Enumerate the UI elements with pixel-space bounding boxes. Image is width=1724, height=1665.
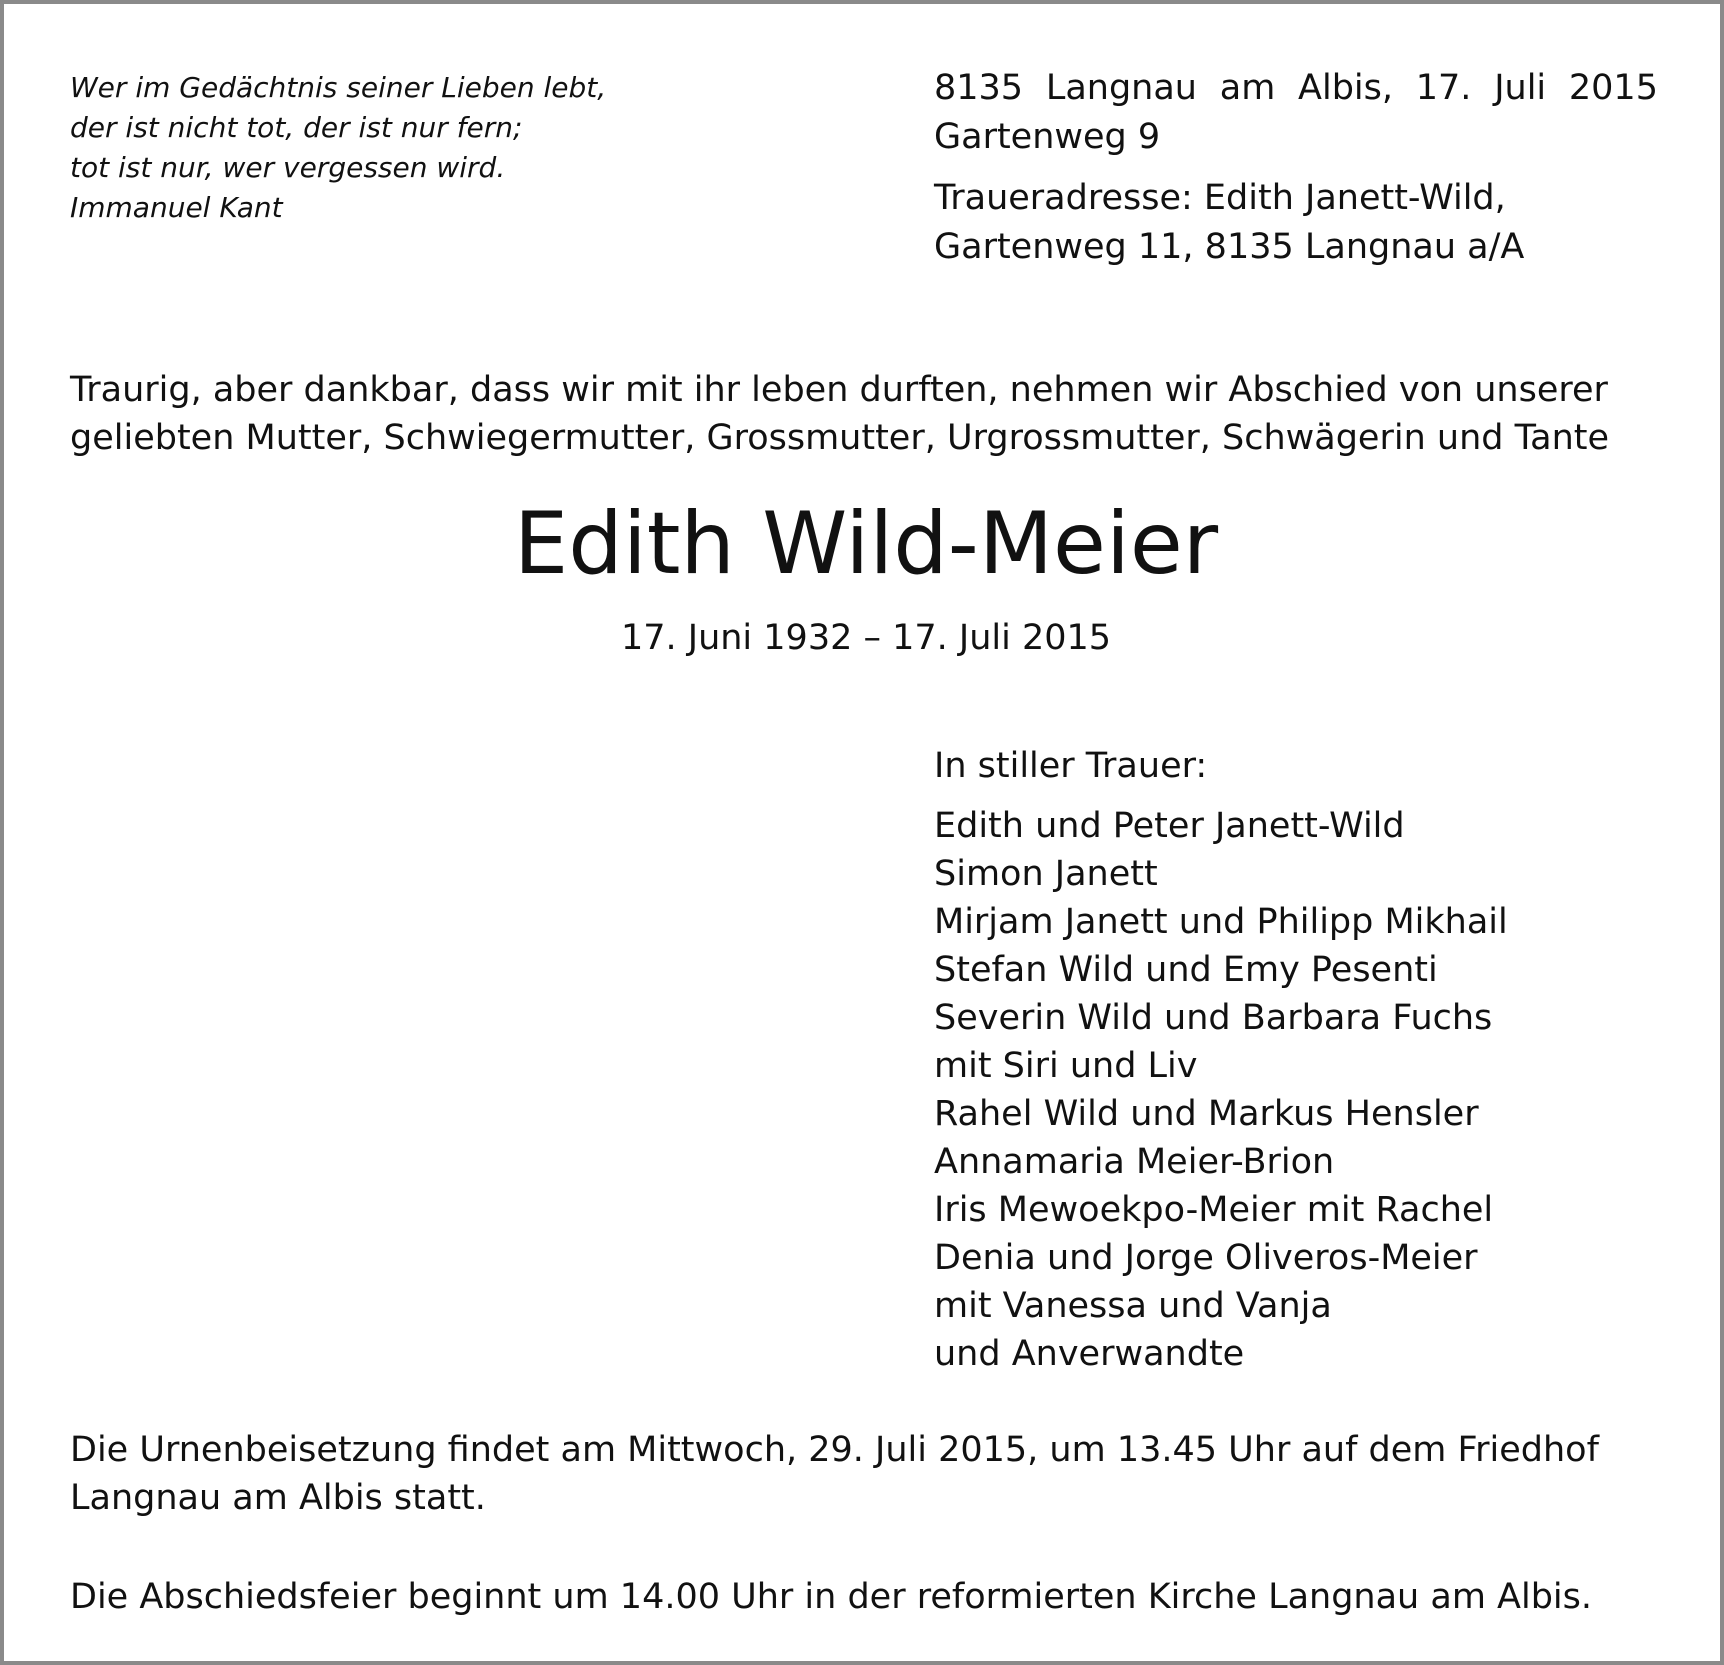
- farewell-info: Die Abschiedsfeier beginnt um 14.00 Uhr in der reformierten Kirche Langnau am Albis.: [70, 1577, 1593, 1617]
- place-date-word: Albis,: [1298, 68, 1394, 108]
- burial-line: Langnau am Albis statt.: [70, 1478, 486, 1518]
- place-date-word: Juli: [1494, 68, 1547, 108]
- deceased-name-text: Edith Wild-Meier: [513, 494, 1219, 594]
- quote-line: Wer im Gedächtnis seiner Lieben lebt,: [70, 71, 607, 104]
- mourner-name: Edith und Peter Janett-Wild: [934, 806, 1405, 846]
- mourning-address-line: Gartenweg 11, 8135 Langnau a/A: [934, 227, 1525, 267]
- mourning-address-line: Traueradresse: Edith Janett-Wild,: [934, 178, 1506, 218]
- burial-info: [70, 1426, 1690, 1522]
- mourner-name: Denia und Jorge Oliveros-Meier: [934, 1238, 1478, 1278]
- mourner-name: und Anverwandte: [934, 1334, 1245, 1374]
- deceased-name: [4, 494, 1724, 594]
- address-block: [934, 64, 1694, 272]
- place-date-word: 17.: [1415, 68, 1472, 108]
- place-date-line: [934, 64, 1658, 113]
- street-line: Gartenweg 9: [934, 117, 1161, 157]
- mourner-name: Rahel Wild und Markus Hensler: [934, 1094, 1479, 1134]
- place-date-word: 2015: [1568, 68, 1658, 108]
- mourner-name: mit Vanessa und Vanja: [934, 1286, 1332, 1326]
- mourner-name: Annamaria Meier-Brion: [934, 1142, 1335, 1182]
- quote-line: tot ist nur, wer vergessen wird.: [70, 151, 506, 184]
- quote-author: Immanuel Kant: [70, 191, 283, 224]
- intro-text: [70, 366, 1690, 462]
- intro-line: Traurig, aber dankbar, dass wir mit ihr leben durften, nehmen wir Abschied von unserer: [70, 370, 1608, 410]
- mourner-name: Stefan Wild und Emy Pesenti: [934, 950, 1438, 990]
- mourner-name: Severin Wild und Barbara Fuchs: [934, 998, 1493, 1038]
- intro-line: geliebten Mutter, Schwiegermutter, Grossmutter, Urgrossmutter, Schwägerin und Tante: [70, 418, 1610, 458]
- mourner-name: Iris Mewoekpo-Meier mit Rachel: [934, 1190, 1494, 1230]
- mourners-list: [934, 742, 1694, 1378]
- place-date-word: Langnau: [1045, 68, 1197, 108]
- place-date-word: 8135: [934, 68, 1024, 108]
- memorial-quote: [70, 68, 870, 228]
- mourners-heading: In stiller Trauer:: [934, 746, 1208, 786]
- mourner-name: mit Siri und Liv: [934, 1046, 1198, 1086]
- mourner-name: Mirjam Janett und Philipp Mikhail: [934, 902, 1508, 942]
- life-dates: 17. Juni 1932 – 17. Juli 2015: [620, 618, 1112, 658]
- burial-line: Die Urnenbeisetzung findet am Mittwoch, 29. Juli 2015, um 13.45 Uhr auf dem Friedhof: [70, 1430, 1599, 1470]
- place-date-word: am: [1219, 68, 1276, 108]
- mourner-name: Simon Janett: [934, 854, 1158, 894]
- mourning-address: [934, 174, 1694, 272]
- quote-line: der ist nicht tot, der ist nur fern;: [70, 111, 523, 144]
